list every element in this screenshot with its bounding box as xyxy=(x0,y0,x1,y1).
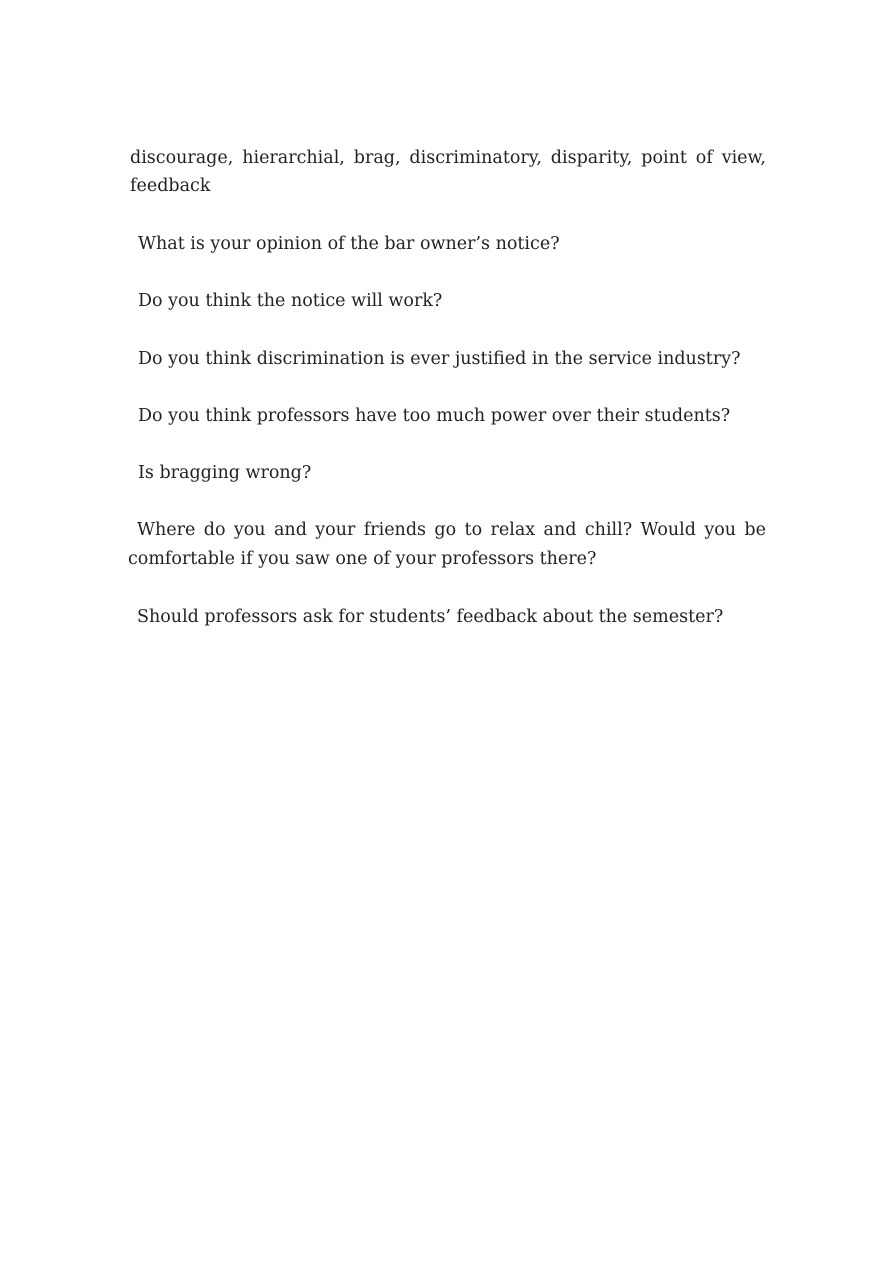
question-5: Is bragging wrong? xyxy=(138,463,312,483)
question-6: Where do you and your friends go to relax and chill? Would you be comfortable if you saw one of your professors there? xyxy=(128,520,766,569)
question-2: Do you think the notice will work? xyxy=(138,291,443,311)
question-1: What is your opinion of the bar owner’s notice? xyxy=(138,234,560,254)
vocabulary-list: discourage, hierarchial, brag, discriminatory, disparity, point of view, feedback xyxy=(130,148,766,196)
question-7: Should professors ask for students’ feedback about the semester? xyxy=(137,607,724,627)
question-3: Do you think discrimination is ever justified in the service industry? xyxy=(138,349,741,369)
question-4: Do you think professors have too much power over their students? xyxy=(138,406,731,426)
